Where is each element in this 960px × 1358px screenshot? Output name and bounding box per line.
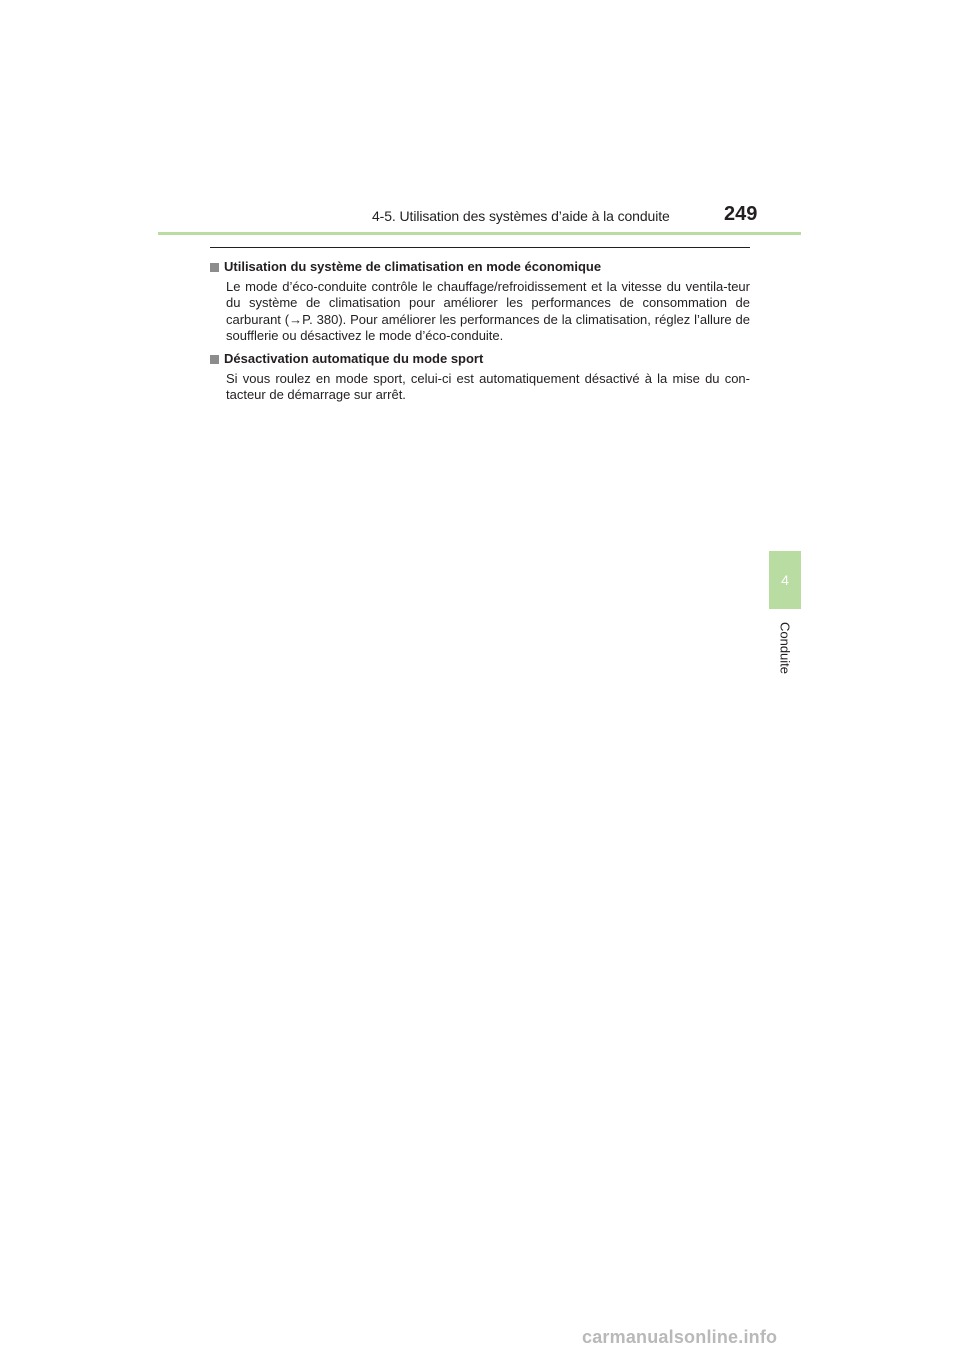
info-item-heading [210, 258, 750, 276]
square-bullet-icon [210, 263, 219, 272]
info-item-body: Le mode d’éco-conduite contrôle le chauffage/refroidissement et la vitesse du ventila-teur du système de climatisation pour améliorer les performances de consommation de carburant (→P. 380). Pour améliorer les performances de la climatisation, réglez l’allure de soufflerie ou désactivez le mode d’éco-conduite. [226, 279, 750, 343]
info-item-heading [210, 350, 750, 368]
info-item [210, 350, 750, 404]
chapter-label: Conduite [777, 621, 793, 675]
info-item-heading-text: Utilisation du système de climatisation en mode économique [224, 259, 602, 274]
page-number: 249 [724, 203, 758, 225]
page-content [210, 258, 750, 404]
chapter-tab [769, 551, 801, 609]
square-bullet-icon [210, 355, 219, 364]
watermark: carmanualsonline.info [582, 1327, 778, 1347]
section-title: 4-5. Utilisation des systèmes d’aide à la conduite [372, 208, 670, 224]
info-item [210, 258, 750, 344]
section-rule [210, 247, 750, 248]
chapter-number: 4 [781, 572, 789, 588]
info-item-body: Si vous roulez en mode sport, celui-ci est automatiquement désactivé à la mise du con-tacteur de démarrage sur arrêt. [226, 371, 750, 403]
info-item-heading-text: Désactivation automatique du mode sport [224, 351, 484, 367]
header-rule [158, 232, 801, 235]
